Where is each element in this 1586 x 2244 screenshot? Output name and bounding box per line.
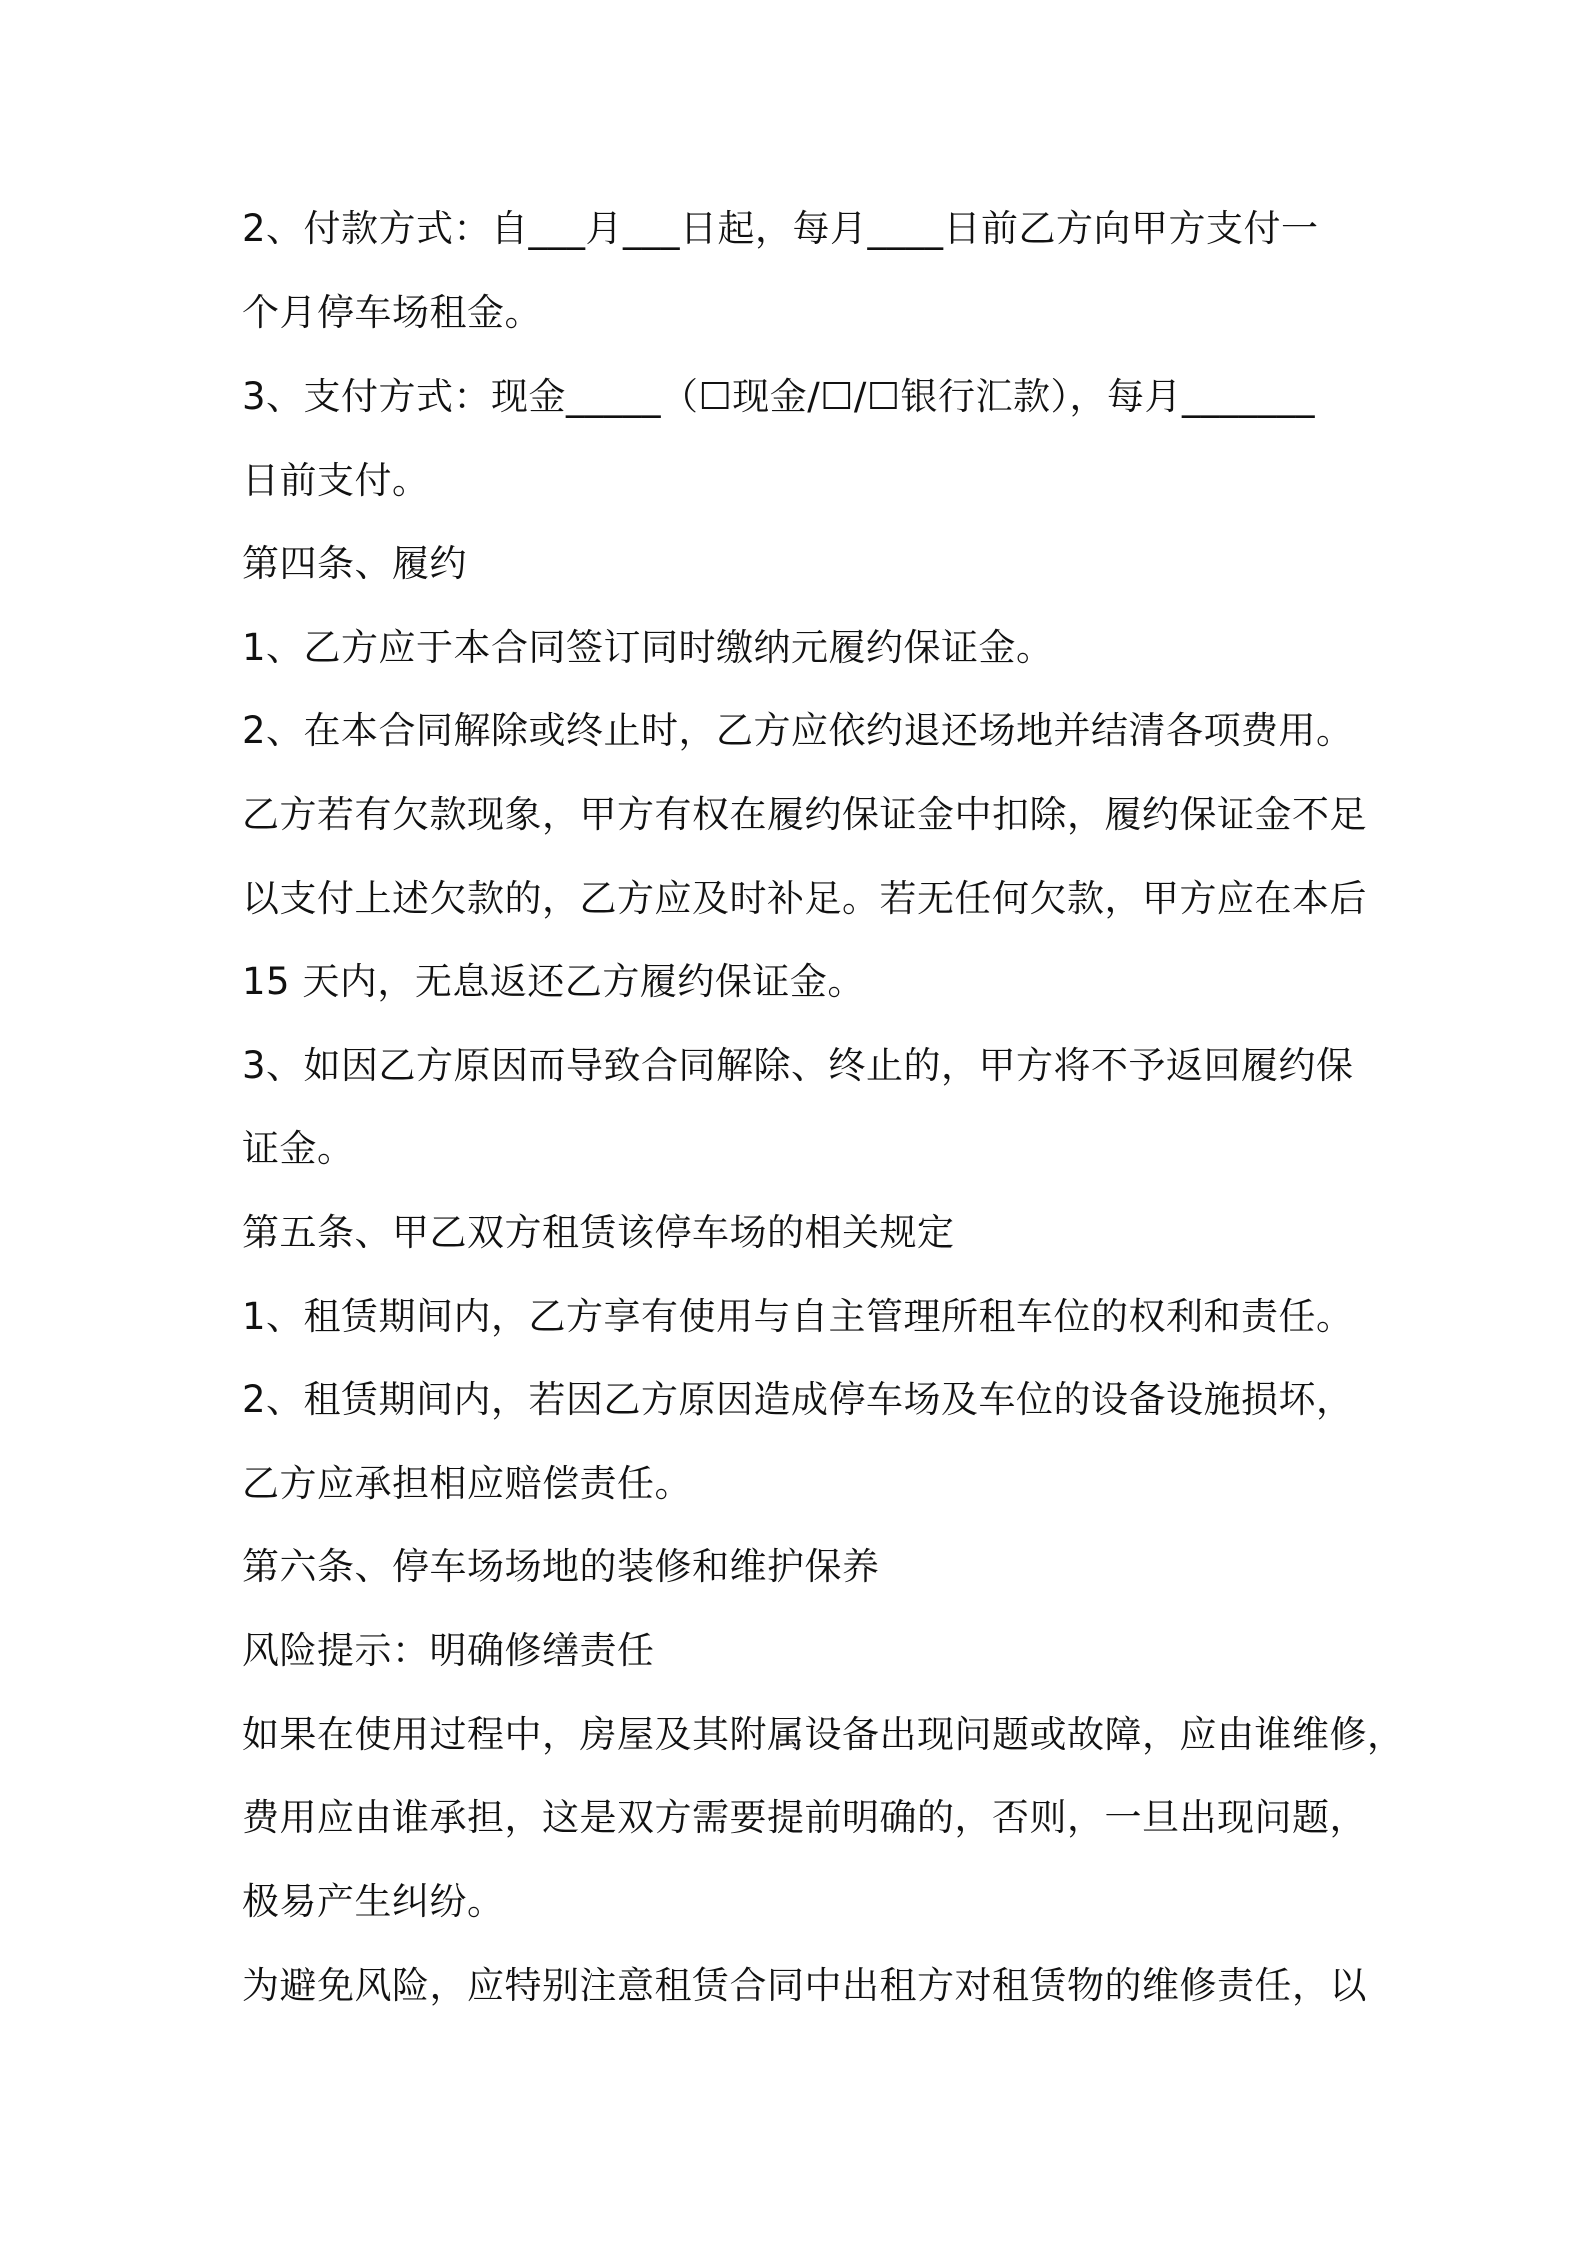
payment-method-line-cont: 个月停车场租金。 bbox=[242, 291, 542, 334]
deposit-clause-2-cont-2: 以支付上述欠款的，乙方应及时补足。若无任何欠款，甲方应在本后 bbox=[242, 877, 1367, 920]
payment-means-line: 3、支付方式：现金_____（☐现金/☐/☐银行汇款），每月_______ bbox=[242, 375, 1315, 418]
avoid-risk-paragraph-line: 为避免风险，应特别注意租赁合同中出租方对租赁物的维修责任，以 bbox=[242, 1964, 1367, 2007]
article-five-heading: 第五条、甲乙双方租赁该停车场的相关规定 bbox=[242, 1211, 955, 1254]
deposit-clause-1: 1、乙方应于本合同签订同时缴纳元履约保证金。 bbox=[242, 626, 1054, 669]
deposit-clause-3: 3、如因乙方原因而导致合同解除、终止的，甲方将不予返回履约保 bbox=[242, 1044, 1354, 1087]
risk-paragraph-line-1: 如果在使用过程中，房屋及其附属设备出现问题或故障，应由谁维修， bbox=[242, 1713, 1405, 1756]
deposit-clause-2: 2、在本合同解除或终止时，乙方应依约退还场地并结清各项费用。 bbox=[242, 709, 1354, 752]
article-four-heading: 第四条、履约 bbox=[242, 542, 467, 585]
risk-paragraph-line-2: 费用应由谁承担，这是双方需要提前明确的，否则，一旦出现问题， bbox=[242, 1796, 1367, 1839]
article-six-heading: 第六条、停车场场地的装修和维护保养 bbox=[242, 1545, 880, 1588]
payment-method-line: 2、付款方式：自___月___日起，每月____日前乙方向甲方支付一 bbox=[242, 207, 1319, 250]
deposit-clause-2-cont-3: 15 天内，无息返还乙方履约保证金。 bbox=[242, 960, 865, 1003]
lease-rule-1: 1、租赁期间内，乙方享有使用与自主管理所租车位的权利和责任。 bbox=[242, 1295, 1354, 1338]
deposit-clause-2-cont-1: 乙方若有欠款现象，甲方有权在履约保证金中扣除，履约保证金不足 bbox=[242, 793, 1367, 836]
lease-rule-2: 2、租赁期间内，若因乙方原因造成停车场及车位的设备设施损坏， bbox=[242, 1378, 1354, 1421]
lease-rule-2-cont: 乙方应承担相应赔偿责任。 bbox=[242, 1462, 692, 1505]
risk-paragraph-line-3: 极易产生纠纷。 bbox=[242, 1880, 505, 1923]
payment-means-line-cont: 日前支付。 bbox=[242, 459, 430, 502]
risk-tip-heading: 风险提示：明确修缮责任 bbox=[242, 1629, 655, 1672]
deposit-clause-3-cont: 证金。 bbox=[242, 1127, 355, 1170]
